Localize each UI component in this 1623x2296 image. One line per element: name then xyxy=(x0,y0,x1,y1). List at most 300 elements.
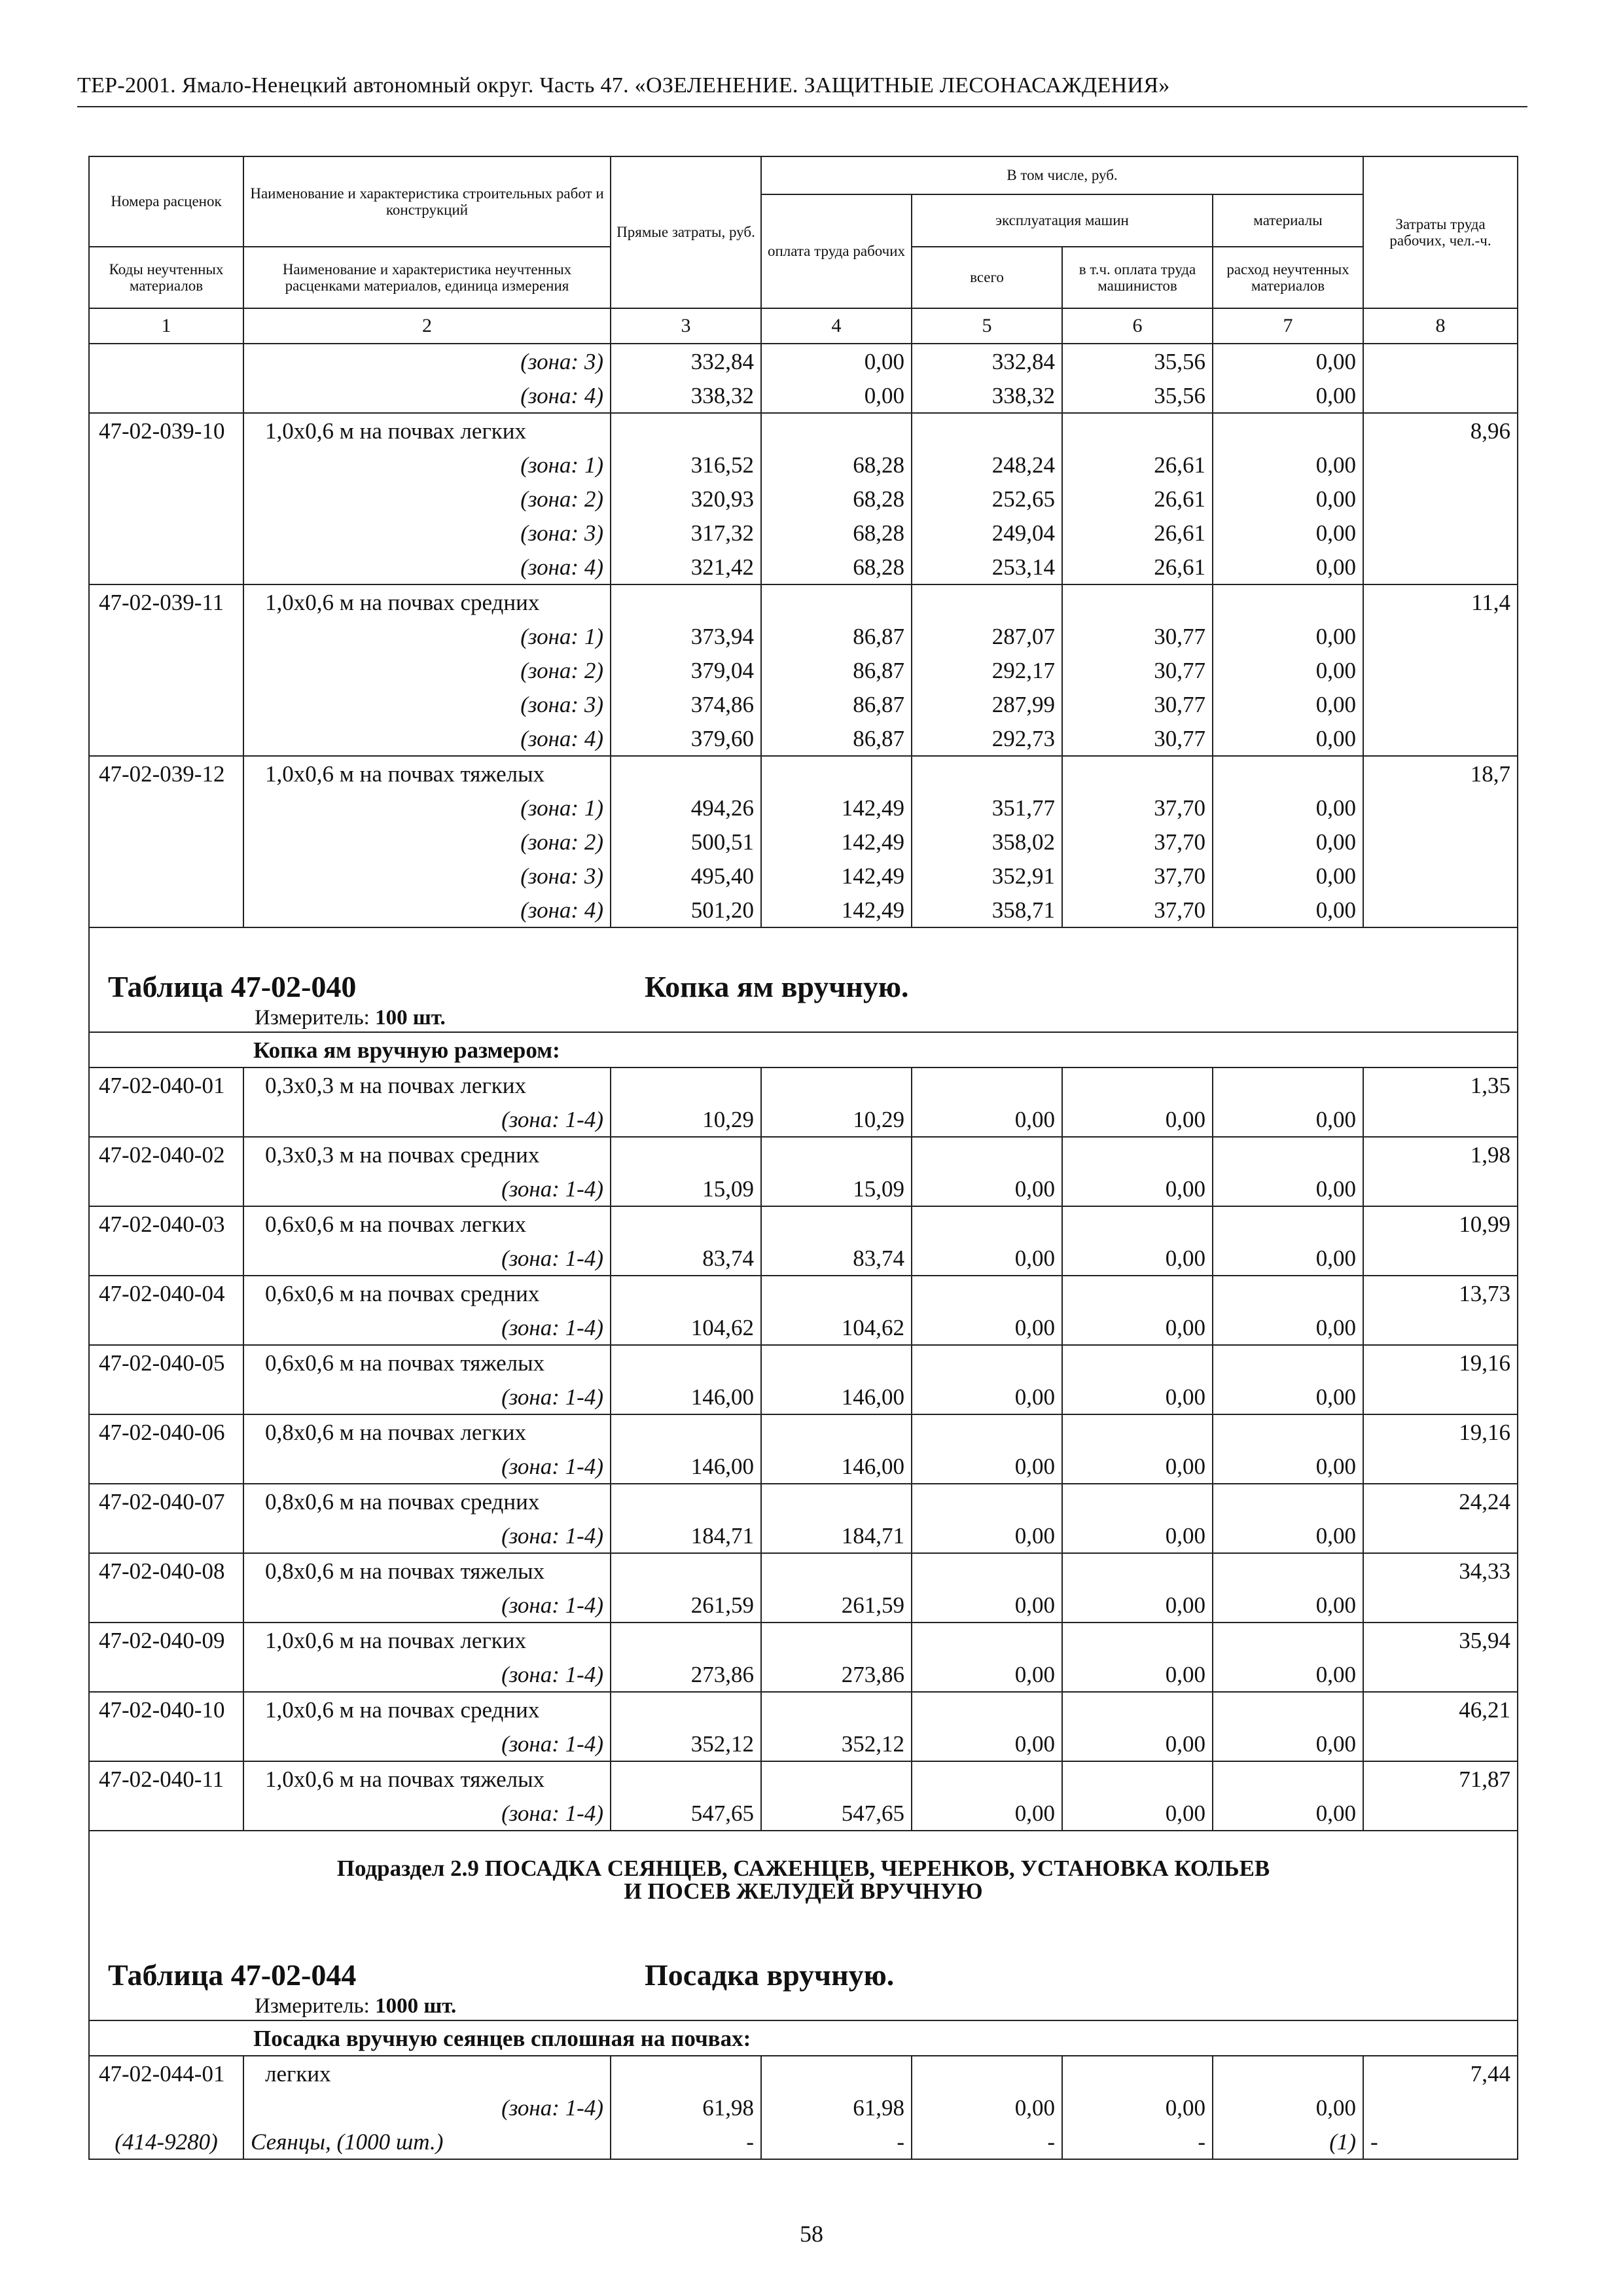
labor-cell xyxy=(1363,448,1518,482)
labor-cell xyxy=(1363,2090,1518,2125)
table-title-block xyxy=(108,1960,1517,2017)
value-cell: 332,84 xyxy=(611,344,761,378)
value-cell: 0,00 xyxy=(1213,1102,1363,1137)
labor-cell xyxy=(1363,859,1518,893)
value-cell: 10,29 xyxy=(761,1102,912,1137)
item-row xyxy=(89,1484,1518,1518)
rate-code: 47-02-039-12 xyxy=(89,756,243,791)
value-cell: 0,00 xyxy=(912,1102,1062,1137)
rate-code: 47-02-040-11 xyxy=(89,1761,243,1796)
value-cell: 0,00 xyxy=(1213,516,1363,550)
value-cell: 0,00 xyxy=(1213,721,1363,756)
value-cell: 0,00 xyxy=(1062,1449,1213,1484)
value-cell xyxy=(761,1137,912,1172)
value-cell: 358,02 xyxy=(912,825,1062,859)
value-cell: 86,87 xyxy=(761,619,912,653)
labor-cell xyxy=(1363,550,1518,584)
value-cell: 0,00 xyxy=(1062,1796,1213,1831)
value-cell xyxy=(761,1761,912,1796)
section-row xyxy=(89,1831,1518,1926)
header-rule xyxy=(77,106,1527,107)
value-cell: 0,00 xyxy=(1213,619,1363,653)
value-cell xyxy=(1213,413,1363,448)
value-cell xyxy=(1213,1623,1363,1657)
value-cell xyxy=(761,1345,912,1380)
value-cell: 146,00 xyxy=(611,1380,761,1414)
value-cell xyxy=(912,1276,1062,1310)
code-cell xyxy=(89,1310,243,1345)
value-cell xyxy=(1213,1761,1363,1796)
table-subtitle: Копка ям вручную размером: xyxy=(89,1032,1518,1067)
table-name: Посадка вручную. xyxy=(645,1958,895,1992)
value-cell: 0,00 xyxy=(1213,1796,1363,1831)
code-cell xyxy=(89,687,243,721)
value-cell: 0,00 xyxy=(1213,2090,1363,2125)
value-cell: 0,00 xyxy=(1213,344,1363,378)
material-value: (1) xyxy=(1213,2125,1363,2159)
col1-top-header: Номера расценок xyxy=(89,156,243,247)
value-cell xyxy=(912,1345,1062,1380)
code-cell xyxy=(89,1518,243,1553)
code-cell xyxy=(89,1449,243,1484)
value-cell: 37,70 xyxy=(1062,893,1213,927)
labor-cell xyxy=(1363,1102,1518,1137)
value-cell xyxy=(1062,1761,1213,1796)
labor-cell xyxy=(1363,825,1518,859)
col4-header: оплата труда рабочих xyxy=(761,194,912,308)
value-cell xyxy=(611,1206,761,1241)
labor-cell: 18,7 xyxy=(1363,756,1518,791)
zone-row xyxy=(89,1172,1518,1206)
zone-row xyxy=(89,482,1518,516)
zone-label: (зона: 2) xyxy=(243,653,611,687)
value-cell xyxy=(611,413,761,448)
value-cell: 320,93 xyxy=(611,482,761,516)
value-cell: 0,00 xyxy=(761,378,912,413)
zone-label: (зона: 3) xyxy=(243,687,611,721)
item-name: 1,0х0,6 м на почвах легких xyxy=(243,1623,611,1657)
value-cell: 494,26 xyxy=(611,791,761,825)
value-cell: 0,00 xyxy=(1062,2090,1213,2125)
value-cell: 0,00 xyxy=(1213,378,1363,413)
labor-cell: 1,98 xyxy=(1363,1137,1518,1172)
value-cell xyxy=(1213,1484,1363,1518)
rates-table xyxy=(88,156,1518,2160)
item-row xyxy=(89,584,1518,619)
zone-label: (зона: 3) xyxy=(243,344,611,378)
value-cell: 0,00 xyxy=(1213,1657,1363,1692)
rate-code: 47-02-040-08 xyxy=(89,1553,243,1588)
value-cell xyxy=(912,756,1062,791)
item-name: 0,3х0,3 м на почвах легких xyxy=(243,1067,611,1102)
value-cell: 352,91 xyxy=(912,859,1062,893)
code-cell xyxy=(89,1172,243,1206)
value-cell: 287,07 xyxy=(912,619,1062,653)
value-cell: 61,98 xyxy=(611,2090,761,2125)
zone-row xyxy=(89,859,1518,893)
rate-code: 47-02-040-09 xyxy=(89,1623,243,1657)
col7-header: расход неучтенных материалов xyxy=(1213,247,1363,308)
item-row xyxy=(89,1206,1518,1241)
code-cell xyxy=(89,1588,243,1623)
item-name: 0,8х0,6 м на почвах тяжелых xyxy=(243,1553,611,1588)
value-cell xyxy=(1062,756,1213,791)
value-cell: 0,00 xyxy=(1213,791,1363,825)
value-cell xyxy=(761,1206,912,1241)
value-cell xyxy=(611,1623,761,1657)
code-cell xyxy=(89,1796,243,1831)
value-cell xyxy=(912,2056,1062,2090)
labor-cell xyxy=(1363,687,1518,721)
zone-label: (зона: 1-4) xyxy=(243,1102,611,1137)
value-cell: 261,59 xyxy=(761,1588,912,1623)
value-cell: 292,73 xyxy=(912,721,1062,756)
value-cell xyxy=(1062,1692,1213,1727)
value-cell xyxy=(611,1553,761,1588)
labor-cell: 19,16 xyxy=(1363,1414,1518,1449)
value-cell: 146,00 xyxy=(611,1449,761,1484)
table-title-block xyxy=(108,972,1517,1029)
rate-code: 47-02-040-10 xyxy=(89,1692,243,1727)
value-cell xyxy=(611,1414,761,1449)
value-cell: 351,77 xyxy=(912,791,1062,825)
zone-row xyxy=(89,2090,1518,2125)
table-title-cell xyxy=(89,1926,1518,2020)
value-cell: 0,00 xyxy=(912,1796,1062,1831)
measure-label: Измеритель: xyxy=(255,1994,370,2018)
code-cell xyxy=(89,859,243,893)
value-cell: 0,00 xyxy=(1213,1380,1363,1414)
code-cell xyxy=(89,1102,243,1137)
code-cell xyxy=(89,825,243,859)
code-cell xyxy=(89,791,243,825)
value-cell xyxy=(1062,1553,1213,1588)
value-cell xyxy=(611,1276,761,1310)
value-cell: 379,60 xyxy=(611,721,761,756)
labor-cell: 24,24 xyxy=(1363,1484,1518,1518)
value-cell: 83,74 xyxy=(761,1241,912,1276)
material-value: - xyxy=(761,2125,912,2159)
labor-cell xyxy=(1363,1657,1518,1692)
value-cell: 316,52 xyxy=(611,448,761,482)
labor-cell xyxy=(1363,1241,1518,1276)
rate-code: 47-02-040-05 xyxy=(89,1345,243,1380)
item-row xyxy=(89,1276,1518,1310)
value-cell xyxy=(912,1137,1062,1172)
section-title-line1: Подраздел 2.9 ПОСАДКА СЕЯНЦЕВ, САЖЕНЦЕВ, ЧЕРЕНКОВ, УСТАНОВКА КОЛЬЕВ xyxy=(336,1856,1270,1881)
value-cell xyxy=(761,1623,912,1657)
labor-cell: 8,96 xyxy=(1363,413,1518,448)
labor-cell xyxy=(1363,1449,1518,1484)
zone-label: (зона: 1-4) xyxy=(243,1588,611,1623)
value-cell: 0,00 xyxy=(1062,1380,1213,1414)
value-cell: 0,00 xyxy=(912,1727,1062,1761)
zone-row xyxy=(89,344,1518,378)
labor-cell xyxy=(1363,482,1518,516)
zone-row xyxy=(89,721,1518,756)
code-cell xyxy=(89,378,243,413)
page-number: 58 xyxy=(800,2221,823,2247)
value-cell: 68,28 xyxy=(761,448,912,482)
value-cell: 0,00 xyxy=(1213,1588,1363,1623)
labor-cell: 13,73 xyxy=(1363,1276,1518,1310)
value-cell xyxy=(1062,1484,1213,1518)
labor-cell xyxy=(1363,653,1518,687)
value-cell xyxy=(611,1345,761,1380)
value-cell xyxy=(1213,1067,1363,1102)
value-cell: 0,00 xyxy=(912,1241,1062,1276)
value-cell xyxy=(1213,1414,1363,1449)
rate-code: 47-02-044-01 xyxy=(89,2056,243,2090)
value-cell xyxy=(761,1414,912,1449)
value-cell: 30,77 xyxy=(1062,619,1213,653)
value-cell xyxy=(761,756,912,791)
col-number: 6 xyxy=(1062,308,1213,344)
labor-cell xyxy=(1363,619,1518,653)
value-cell: 86,87 xyxy=(761,721,912,756)
section-heading xyxy=(89,1831,1518,1926)
value-cell: 0,00 xyxy=(912,1449,1062,1484)
zone-label: (зона: 3) xyxy=(243,516,611,550)
value-cell xyxy=(1213,1553,1363,1588)
value-cell xyxy=(1213,2056,1363,2090)
zone-label: (зона: 1-4) xyxy=(243,2090,611,2125)
subtitle-row xyxy=(89,1032,1518,1067)
value-cell: 104,62 xyxy=(761,1310,912,1345)
code-cell xyxy=(89,2090,243,2125)
labor-cell xyxy=(1363,893,1518,927)
value-cell: 104,62 xyxy=(611,1310,761,1345)
col-number: 1 xyxy=(89,308,243,344)
value-cell xyxy=(761,413,912,448)
item-name: 0,6х0,6 м на почвах средних xyxy=(243,1276,611,1310)
value-cell: 26,61 xyxy=(1062,516,1213,550)
value-cell: 0,00 xyxy=(1213,448,1363,482)
measure-value: 1000 шт. xyxy=(375,1994,457,2018)
labor-cell xyxy=(1363,344,1518,378)
value-cell xyxy=(1213,1137,1363,1172)
value-cell xyxy=(912,1067,1062,1102)
item-name: 0,3х0,3 м на почвах средних xyxy=(243,1137,611,1172)
material-value: - xyxy=(1062,2125,1213,2159)
labor-cell: 34,33 xyxy=(1363,1553,1518,1588)
zone-row xyxy=(89,687,1518,721)
value-cell: 0,00 xyxy=(1062,1588,1213,1623)
zone-row xyxy=(89,1727,1518,1761)
value-cell: 30,77 xyxy=(1062,721,1213,756)
zone-row xyxy=(89,378,1518,413)
zone-label: (зона: 2) xyxy=(243,482,611,516)
item-row xyxy=(89,1345,1518,1380)
value-cell: 352,12 xyxy=(611,1727,761,1761)
labor-cell xyxy=(1363,1727,1518,1761)
col8-header: Затраты труда рабочих, чел.-ч. xyxy=(1363,156,1518,308)
value-cell xyxy=(1213,1276,1363,1310)
code-cell xyxy=(89,721,243,756)
labor-cell: 71,87 xyxy=(1363,1761,1518,1796)
value-cell: 248,24 xyxy=(912,448,1062,482)
material-row xyxy=(89,2125,1518,2159)
value-cell: 142,49 xyxy=(761,893,912,927)
labor-cell: 46,21 xyxy=(1363,1692,1518,1727)
item-row xyxy=(89,1137,1518,1172)
zone-label: (зона: 4) xyxy=(243,893,611,927)
rate-code: 47-02-039-10 xyxy=(89,413,243,448)
labor-cell xyxy=(1363,1310,1518,1345)
item-row xyxy=(89,1761,1518,1796)
value-cell xyxy=(1062,1137,1213,1172)
subtitle-row xyxy=(89,2020,1518,2056)
value-cell: 501,20 xyxy=(611,893,761,927)
group-header: В том числе, руб. xyxy=(761,156,1363,194)
table-title-cell xyxy=(89,927,1518,1032)
item-name: 1,0х0,6 м на почвах легких xyxy=(243,413,611,448)
zone-label: (зона: 1) xyxy=(243,791,611,825)
zone-label: (зона: 1) xyxy=(243,448,611,482)
value-cell: 15,09 xyxy=(761,1172,912,1206)
value-cell xyxy=(761,1484,912,1518)
zone-row xyxy=(89,825,1518,859)
value-cell xyxy=(611,1137,761,1172)
labor-cell xyxy=(1363,791,1518,825)
zone-row xyxy=(89,448,1518,482)
value-cell xyxy=(611,1692,761,1727)
value-cell: 0,00 xyxy=(1213,1449,1363,1484)
value-cell: 0,00 xyxy=(1062,1518,1213,1553)
value-cell xyxy=(1062,1345,1213,1380)
value-cell: 0,00 xyxy=(912,1310,1062,1345)
value-cell xyxy=(761,1276,912,1310)
value-cell: 0,00 xyxy=(1062,1241,1213,1276)
zone-row xyxy=(89,1518,1518,1553)
value-cell: 0,00 xyxy=(1213,1727,1363,1761)
value-cell: 273,86 xyxy=(611,1657,761,1692)
value-cell: 0,00 xyxy=(912,1518,1062,1553)
code-cell xyxy=(89,1657,243,1692)
value-cell: 374,86 xyxy=(611,687,761,721)
col6-header: в т.ч. оплата труда машинистов xyxy=(1062,247,1213,308)
value-cell: 142,49 xyxy=(761,791,912,825)
zone-label: (зона: 1-4) xyxy=(243,1518,611,1553)
value-cell: 30,77 xyxy=(1062,653,1213,687)
col2-bottom-header: Наименование и характеристика неучтенных расценками материалов, единица измерения xyxy=(243,247,611,308)
value-cell: 0,00 xyxy=(912,1657,1062,1692)
table-title: Таблица 47-02-044 xyxy=(108,1958,357,1992)
value-cell xyxy=(1062,2056,1213,2090)
zone-row xyxy=(89,619,1518,653)
code-cell xyxy=(89,1727,243,1761)
value-cell: 35,56 xyxy=(1062,378,1213,413)
col-number: 7 xyxy=(1213,308,1363,344)
value-cell: 0,00 xyxy=(1213,1172,1363,1206)
value-cell: 30,77 xyxy=(1062,687,1213,721)
value-cell xyxy=(611,1761,761,1796)
value-cell xyxy=(912,413,1062,448)
value-cell: 146,00 xyxy=(761,1380,912,1414)
zone-label: (зона: 1-4) xyxy=(243,1657,611,1692)
zone-row xyxy=(89,1102,1518,1137)
item-row xyxy=(89,2056,1518,2090)
zone-row xyxy=(89,653,1518,687)
code-cell xyxy=(89,482,243,516)
value-cell: 379,04 xyxy=(611,653,761,687)
item-row xyxy=(89,1414,1518,1449)
zone-row xyxy=(89,1449,1518,1484)
value-cell xyxy=(761,1553,912,1588)
value-cell xyxy=(912,584,1062,619)
value-cell: 0,00 xyxy=(1213,482,1363,516)
value-cell xyxy=(761,1692,912,1727)
value-cell: 317,32 xyxy=(611,516,761,550)
value-cell: 26,61 xyxy=(1062,550,1213,584)
item-row xyxy=(89,1623,1518,1657)
zone-row xyxy=(89,1241,1518,1276)
value-cell: 0,00 xyxy=(1062,1727,1213,1761)
labor-cell xyxy=(1363,1380,1518,1414)
code-cell xyxy=(89,893,243,927)
value-cell: 37,70 xyxy=(1062,825,1213,859)
code-cell xyxy=(89,1241,243,1276)
value-cell: 338,32 xyxy=(611,378,761,413)
col3-header: Прямые затраты, руб. xyxy=(611,156,761,308)
value-cell: 142,49 xyxy=(761,825,912,859)
value-cell xyxy=(1062,1067,1213,1102)
value-cell xyxy=(611,2056,761,2090)
labor-cell xyxy=(1363,721,1518,756)
value-cell: 0,00 xyxy=(1062,1310,1213,1345)
item-name: 0,6х0,6 м на почвах тяжелых xyxy=(243,1345,611,1380)
value-cell: 547,65 xyxy=(761,1796,912,1831)
col-number: 2 xyxy=(243,308,611,344)
value-cell: 0,00 xyxy=(1062,1657,1213,1692)
section-title-line2: И ПОСЕВ ЖЕЛУДЕЙ ВРУЧНУЮ xyxy=(624,1878,983,1904)
value-cell: 10,29 xyxy=(611,1102,761,1137)
labor-cell: 7,44 xyxy=(1363,2056,1518,2090)
item-name: 1,0х0,6 м на почвах средних xyxy=(243,584,611,619)
zone-label: (зона: 1-4) xyxy=(243,1449,611,1484)
value-cell xyxy=(1213,756,1363,791)
value-cell: 26,61 xyxy=(1062,448,1213,482)
value-cell: 547,65 xyxy=(611,1796,761,1831)
material-value: - xyxy=(912,2125,1062,2159)
measure-line xyxy=(108,1996,1517,2017)
item-row xyxy=(89,1692,1518,1727)
labor-cell: 11,4 xyxy=(1363,584,1518,619)
value-cell: 352,12 xyxy=(761,1727,912,1761)
value-cell: 358,71 xyxy=(912,893,1062,927)
value-cell: 495,40 xyxy=(611,859,761,893)
item-name: 0,8х0,6 м на почвах средних xyxy=(243,1484,611,1518)
table-title-row xyxy=(89,927,1518,1032)
labor-cell xyxy=(1363,1796,1518,1831)
value-cell: 0,00 xyxy=(912,1588,1062,1623)
page-header: ТЕР-2001. Ямало-Ненецкий автономный округ. Часть 47. «ОЗЕЛЕНЕНИЕ. ЗАЩИТНЫЕ ЛЕСОНАСАЖДЕНИЯ» xyxy=(77,73,1170,98)
value-cell: 0,00 xyxy=(1213,893,1363,927)
value-cell: 0,00 xyxy=(1213,859,1363,893)
value-cell: 252,65 xyxy=(912,482,1062,516)
zone-row xyxy=(89,791,1518,825)
rate-code: 47-02-040-02 xyxy=(89,1137,243,1172)
zone-label: (зона: 1-4) xyxy=(243,1172,611,1206)
item-name: 1,0х0,6 м на почвах тяжелых xyxy=(243,1761,611,1796)
labor-cell xyxy=(1363,1518,1518,1553)
value-cell xyxy=(912,1553,1062,1588)
zone-label: (зона: 1) xyxy=(243,619,611,653)
value-cell: 500,51 xyxy=(611,825,761,859)
value-cell xyxy=(761,584,912,619)
value-cell: 373,94 xyxy=(611,619,761,653)
labor-cell: 10,99 xyxy=(1363,1206,1518,1241)
